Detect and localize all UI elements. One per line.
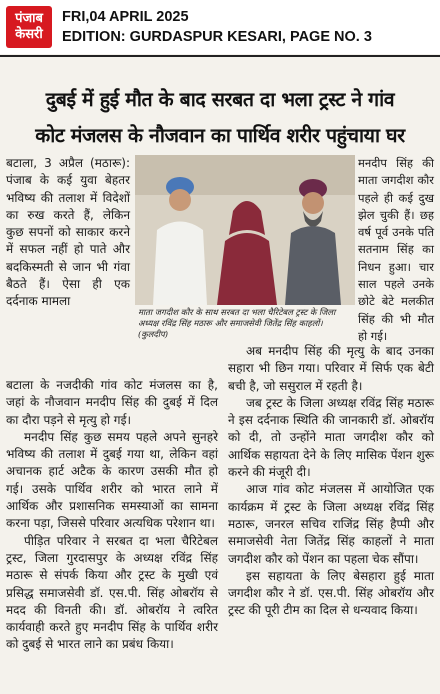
masthead-divider (0, 55, 440, 57)
article-intro-paragraph: बटाला, 3 अप्रैल (मठारू): पंजाब के कई युवा बेहतर भविष्य की तलाश में विदेशों का रुख करते हैं, लेकिन कुछ सपनों को साकार करने में सफल नहीं हो पाते और बदकिस्मती से जान भी गंवा बैठते हैं। ऐसा ही एक दर्दनाक मामला (6, 156, 130, 309)
edition-info (62, 7, 372, 47)
logo-line-2: केसरी (15, 27, 43, 42)
headline-line-2: कोट मंजलस के नौजवान का पार्थिव शरीर पहुंचाया घर (35, 124, 405, 147)
headline-line-1: दुबई में हुई मौत के बाद सरबत दा भला ट्रस्ट ने गांव (45, 88, 395, 111)
article-headline (0, 82, 440, 154)
date-line: FRI,04 APRIL 2025 (62, 9, 189, 25)
article-right-column (228, 343, 434, 620)
article-paragraph: बटाला के नजदीकी गांव कोट मंजलस का है, जहां के नौजवान मनदीप सिंह की दुबई में दिल का दौरा पड़ने से मृत्यु हो गई। (6, 378, 218, 427)
article-paragraph: पीड़ित परिवार ने सरबत दा भला चैरिटेबल ट्रस्ट, जिला गुरदासपुर के अध्यक्ष रविंद्र सिंह मठारू से संपर्क किया और ट्रस्ट के मुखी एवं प्रसिद्ध समाजसेवी डॉ. एस.पी. सिंह ओबरॉय से मदद की विनती की। डॉ. ओबरॉय ने त्वरित कार्यवाही करते हुए मनदीप सिंह के पार्थिव शरीर को दुबई से भारत लाने का प्रबंध किया। (6, 533, 218, 652)
punjab-kesari-logo (6, 6, 52, 48)
masthead-bar (0, 0, 440, 54)
news-photo (135, 155, 355, 305)
article-paragraph: जब ट्रस्ट के जिला अध्यक्ष रविंद्र सिंह मठारू ने इस दर्दनाक स्थिति की जानकारी डॉ. ओबरॉय को दी, तो उन्होंने माता जगदीश कौर को आर्थिक सहायता देने के लिए मासिक पेंशन शुरू करने की मंजूरी दी। (228, 395, 434, 480)
article-paragraph: आज गांव कोट मंजलस में आयोजित एक कार्यक्रम में ट्रस्ट के जिला अध्यक्ष रविंद्र सिंह मठारू, जनरल सचिव राजिंद्र सिंह हैप्पी और समाजसेवी नेता जितेंद्र सिंह काहलों ने माता जगदीश कौर को पेंशन का पहला चेक सौंपा। (228, 482, 434, 566)
article-paragraph: इस सहायता के लिए बेसहारा हुई माता जगदीश कौर ने डॉ. एस.पी. सिंह ओबरॉय और ट्रस्ट की पूरी टीम का दिल से धन्यवाद किया। (228, 568, 434, 618)
article-right-column-top: मनदीप सिंह की माता जगदीश कौर पहले ही कई दुख झेल चुकी हैं। छह वर्ष पूर्व उनके पति सतनाम सिंह का निधन हुआ। चार साल पहले उनके छोटे बेटे मलकीत सिंह की भी मौत हो गई। (358, 156, 434, 343)
article-paragraph: मनदीप सिंह कुछ समय पहले अपने सुनहरे भविष्य की तलाश में दुबई गया था, लेकिन वहां अचानक हार्ट अटैक के कारण उसकी मौत हो गई। उसके पार्थिव शरीर को भारत लाने में आर्थिक और प्रशासनिक समस्याओं का सामना करना पड़ा, जिससे परिवार अत्यधिक परेशान था। (6, 429, 218, 531)
edition-line: EDITION: GURDASPUR KESARI, PAGE NO. 3 (62, 29, 372, 45)
news-photo-illustration (135, 155, 355, 305)
logo-line-1: पंजाब (15, 11, 43, 26)
photo-caption: माता जगदीश कौर के साथ सरबत दा भला चैरिटेबल ट्रस्ट के जिला अध्यक्ष रविंद्र सिंह मठारू और समाजसेवी जितेंद्र सिंह काहलों। (कुलदीप) (138, 307, 336, 339)
article-paragraph: अब मनदीप सिंह की मृत्यु के बाद उनका सहारा भी छिन गया। परिवार में सिर्फ एक बेटी बची है, जो ससुराल में रहती है। (228, 344, 434, 393)
article-left-column (6, 377, 218, 654)
